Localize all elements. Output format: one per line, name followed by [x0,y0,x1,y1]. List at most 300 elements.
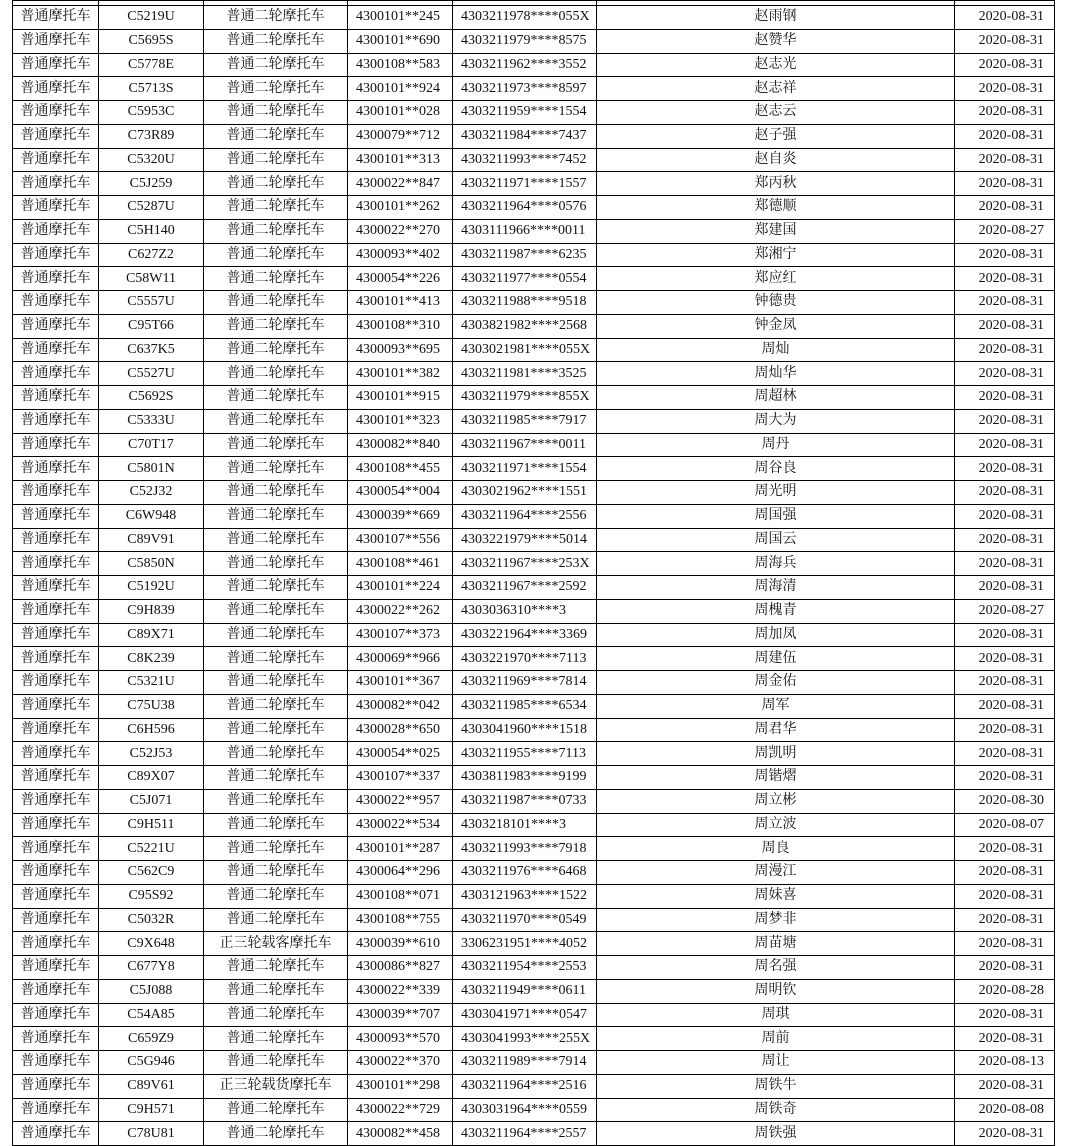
code-cell: C5801N [99,457,204,481]
vehicle-type-cell: 普通摩托车 [13,552,99,576]
table-row [13,766,1055,790]
cert-number-cell: 4300108**755 [348,908,453,932]
vehicle-type-cell: 普通摩托车 [13,196,99,220]
id-number-cell: 4303211993****7452 [453,148,597,172]
table-row [13,314,1055,338]
date-cell: 2020-08-31 [955,124,1055,148]
id-number-cell: 4303021981****055X [453,338,597,362]
vehicle-class-cell: 普通二轮摩托车 [204,172,348,196]
code-cell: C5221U [99,837,204,861]
vehicle-class-cell: 普通二轮摩托车 [204,552,348,576]
date-cell: 2020-08-08 [955,1098,1055,1122]
code-cell: C5850N [99,552,204,576]
id-number-cell: 4303211954****2553 [453,956,597,980]
vehicle-type-cell: 普通摩托车 [13,623,99,647]
code-cell: C9X648 [99,932,204,956]
cert-number-cell: 4300108**455 [348,457,453,481]
date-cell: 2020-08-31 [955,291,1055,315]
id-number-cell: 4303211967****2592 [453,576,597,600]
date-cell: 2020-08-31 [955,932,1055,956]
vehicle-class-cell: 普通二轮摩托车 [204,599,348,623]
name-cell: 周加凤 [597,623,955,647]
id-number-cell: 4303211971****1554 [453,457,597,481]
name-cell: 周漫江 [597,861,955,885]
date-cell: 2020-08-31 [955,766,1055,790]
cert-number-cell: 4300093**570 [348,1027,453,1051]
table-row [13,6,1055,30]
vehicle-type-cell: 普通摩托车 [13,979,99,1003]
code-cell: C58W11 [99,267,204,291]
date-cell: 2020-08-30 [955,789,1055,813]
code-cell: C78U81 [99,1122,204,1146]
code-cell: C95S92 [99,884,204,908]
cert-number-cell: 4300054**226 [348,267,453,291]
vehicle-type-cell: 普通摩托车 [13,219,99,243]
table-row [13,1003,1055,1027]
vehicle-class-cell: 普通二轮摩托车 [204,576,348,600]
code-cell: C5527U [99,362,204,386]
name-cell: 周灿华 [597,362,955,386]
name-cell: 周海兵 [597,552,955,576]
code-cell: C5J259 [99,172,204,196]
cert-number-cell: 4300107**556 [348,528,453,552]
date-cell: 2020-08-28 [955,979,1055,1003]
id-number-cell: 4303211989****7914 [453,1051,597,1075]
date-cell: 2020-08-31 [955,386,1055,410]
code-cell: C89V61 [99,1074,204,1098]
id-number-cell: 4303121963****1522 [453,884,597,908]
date-cell: 2020-08-31 [955,409,1055,433]
vehicle-type-cell: 普通摩托车 [13,884,99,908]
cert-number-cell: 4300039**707 [348,1003,453,1027]
code-cell: C5192U [99,576,204,600]
date-cell: 2020-08-31 [955,29,1055,53]
code-cell: C89V91 [99,528,204,552]
name-cell: 周让 [597,1051,955,1075]
vehicle-class-cell: 普通二轮摩托车 [204,623,348,647]
id-number-cell: 4303021962****1551 [453,481,597,505]
id-number-cell: 4303211981****3525 [453,362,597,386]
vehicle-class-cell: 普通二轮摩托车 [204,457,348,481]
code-cell: C5J071 [99,789,204,813]
vehicle-class-cell: 普通二轮摩托车 [204,481,348,505]
table-row [13,267,1055,291]
vehicle-type-cell: 普通摩托车 [13,576,99,600]
vehicle-type-cell: 普通摩托车 [13,1051,99,1075]
name-cell: 周梦非 [597,908,955,932]
code-cell: C89X07 [99,766,204,790]
code-cell: C677Y8 [99,956,204,980]
id-number-cell: 4303211978****055X [453,6,597,30]
cert-number-cell: 4300093**402 [348,243,453,267]
cert-number-cell: 4300108**583 [348,53,453,77]
name-cell: 周槐青 [597,599,955,623]
id-number-cell: 4303211967****0011 [453,433,597,457]
vehicle-type-cell: 普通摩托车 [13,172,99,196]
table-row [13,481,1055,505]
vehicle-type-cell: 普通摩托车 [13,1027,99,1051]
table-row [13,813,1055,837]
records-table [12,0,1055,1146]
code-cell: C52J32 [99,481,204,505]
code-cell: C5J088 [99,979,204,1003]
id-number-cell: 4303211985****6534 [453,694,597,718]
cert-number-cell: 4300054**004 [348,481,453,505]
cert-number-cell: 4300101**313 [348,148,453,172]
id-number-cell: 4303211959****1554 [453,101,597,125]
name-cell: 赵雨钢 [597,6,955,30]
date-cell: 2020-08-31 [955,196,1055,220]
vehicle-type-cell: 普通摩托车 [13,599,99,623]
date-cell: 2020-08-31 [955,623,1055,647]
table-row [13,386,1055,410]
table-row [13,1074,1055,1098]
vehicle-class-cell: 普通二轮摩托车 [204,29,348,53]
cert-number-cell: 4300082**840 [348,433,453,457]
table-row [13,29,1055,53]
vehicle-type-cell: 普通摩托车 [13,29,99,53]
vehicle-class-cell: 普通二轮摩托车 [204,53,348,77]
name-cell: 赵志光 [597,53,955,77]
id-number-cell: 4303211949****0611 [453,979,597,1003]
name-cell: 周建伍 [597,647,955,671]
name-cell: 周苗塘 [597,932,955,956]
id-number-cell: 4303221979****5014 [453,528,597,552]
date-cell: 2020-08-31 [955,647,1055,671]
date-cell: 2020-08-31 [955,742,1055,766]
code-cell: C8K239 [99,647,204,671]
vehicle-type-cell: 普通摩托车 [13,766,99,790]
cert-number-cell: 4300101**262 [348,196,453,220]
cert-number-cell: 4300101**413 [348,291,453,315]
code-cell: C5321U [99,671,204,695]
table-row [13,671,1055,695]
vehicle-class-cell: 普通二轮摩托车 [204,219,348,243]
date-cell: 2020-08-31 [955,77,1055,101]
id-number-cell: 4303211987****0733 [453,789,597,813]
vehicle-class-cell: 普通二轮摩托车 [204,433,348,457]
cert-number-cell: 4300039**669 [348,504,453,528]
vehicle-class-cell: 普通二轮摩托车 [204,694,348,718]
code-cell: C9H511 [99,813,204,837]
table-row [13,647,1055,671]
id-number-cell: 3306231951****4052 [453,932,597,956]
table-row [13,362,1055,386]
cert-number-cell: 4300079**712 [348,124,453,148]
date-cell: 2020-08-31 [955,528,1055,552]
vehicle-class-cell: 普通二轮摩托车 [204,861,348,885]
id-number-cell: 4303211993****7918 [453,837,597,861]
table-row [13,219,1055,243]
name-cell: 赵志祥 [597,77,955,101]
date-cell: 2020-08-31 [955,1122,1055,1146]
table-row [13,124,1055,148]
id-number-cell: 4303211967****253X [453,552,597,576]
cert-number-cell: 4300101**367 [348,671,453,695]
id-number-cell: 4303211987****6235 [453,243,597,267]
name-cell: 郑丙秋 [597,172,955,196]
vehicle-type-cell: 普通摩托车 [13,433,99,457]
table-row [13,291,1055,315]
vehicle-class-cell: 普通二轮摩托车 [204,1122,348,1146]
name-cell: 钟德贵 [597,291,955,315]
cert-number-cell: 4300108**461 [348,552,453,576]
table-row [13,433,1055,457]
table-row [13,338,1055,362]
name-cell: 赵子强 [597,124,955,148]
cert-number-cell: 4300108**310 [348,314,453,338]
cert-number-cell: 4300101**690 [348,29,453,53]
cert-number-cell: 4300107**337 [348,766,453,790]
name-cell: 钟金凤 [597,314,955,338]
table-row [13,196,1055,220]
cert-number-cell: 4300108**071 [348,884,453,908]
table-row [13,77,1055,101]
vehicle-type-cell: 普通摩托车 [13,694,99,718]
date-cell: 2020-08-31 [955,6,1055,30]
table-row [13,1051,1055,1075]
table-row [13,243,1055,267]
name-cell: 周铁牛 [597,1074,955,1098]
vehicle-type-cell: 普通摩托车 [13,338,99,362]
cert-number-cell: 4300082**042 [348,694,453,718]
cert-number-cell: 4300101**028 [348,101,453,125]
name-cell: 周铁强 [597,1122,955,1146]
vehicle-class-cell: 普通二轮摩托车 [204,1003,348,1027]
table-row [13,1098,1055,1122]
id-number-cell: 4303211971****1557 [453,172,597,196]
id-number-cell: 4303211979****855X [453,386,597,410]
id-number-cell: 4303041960****1518 [453,718,597,742]
table-row [13,599,1055,623]
vehicle-type-cell: 普通摩托车 [13,671,99,695]
table-row [13,861,1055,885]
code-cell: C5692S [99,386,204,410]
name-cell: 周君华 [597,718,955,742]
name-cell: 赵赞华 [597,29,955,53]
date-cell: 2020-08-31 [955,172,1055,196]
name-cell: 周金佑 [597,671,955,695]
name-cell: 郑湘宁 [597,243,955,267]
name-cell: 周铁奇 [597,1098,955,1122]
cert-number-cell: 4300039**610 [348,932,453,956]
date-cell: 2020-08-27 [955,599,1055,623]
cert-number-cell: 4300101**224 [348,576,453,600]
name-cell: 郑德顺 [597,196,955,220]
name-cell: 周良 [597,837,955,861]
id-number-cell: 4303211969****7814 [453,671,597,695]
date-cell: 2020-08-31 [955,908,1055,932]
date-cell: 2020-08-31 [955,457,1055,481]
id-number-cell: 4303031964****0559 [453,1098,597,1122]
vehicle-class-cell: 普通二轮摩托车 [204,813,348,837]
id-number-cell: 4303211984****7437 [453,124,597,148]
vehicle-type-cell: 普通摩托车 [13,481,99,505]
vehicle-class-cell: 普通二轮摩托车 [204,243,348,267]
name-cell: 周锴熠 [597,766,955,790]
code-cell: C5557U [99,291,204,315]
id-number-cell: 4303111966****0011 [453,219,597,243]
cert-number-cell: 4300022**957 [348,789,453,813]
date-cell: 2020-08-31 [955,433,1055,457]
code-cell: C5H140 [99,219,204,243]
date-cell: 2020-08-31 [955,481,1055,505]
vehicle-class-cell: 普通二轮摩托车 [204,766,348,790]
id-number-cell: 4303211970****0549 [453,908,597,932]
table-row [13,932,1055,956]
cert-number-cell: 4300082**458 [348,1122,453,1146]
code-cell: C5778E [99,53,204,77]
vehicle-class-cell: 普通二轮摩托车 [204,979,348,1003]
id-number-cell: 4303211988****9518 [453,291,597,315]
table-row [13,623,1055,647]
name-cell: 周立彬 [597,789,955,813]
date-cell: 2020-08-31 [955,53,1055,77]
code-cell: C5953C [99,101,204,125]
vehicle-class-cell: 普通二轮摩托车 [204,362,348,386]
code-cell: C637K5 [99,338,204,362]
code-cell: C54A85 [99,1003,204,1027]
date-cell: 2020-08-31 [955,552,1055,576]
id-number-cell: 4303041993****255X [453,1027,597,1051]
name-cell: 赵志云 [597,101,955,125]
code-cell: C5287U [99,196,204,220]
id-number-cell: 4303211962****3552 [453,53,597,77]
date-cell: 2020-08-31 [955,148,1055,172]
vehicle-class-cell: 普通二轮摩托车 [204,1051,348,1075]
vehicle-class-cell: 普通二轮摩托车 [204,101,348,125]
cert-number-cell: 4300107**373 [348,623,453,647]
vehicle-type-cell: 普通摩托车 [13,386,99,410]
id-number-cell: 4303211985****7917 [453,409,597,433]
cert-number-cell: 4300054**025 [348,742,453,766]
vehicle-class-cell: 普通二轮摩托车 [204,124,348,148]
name-cell: 周妹喜 [597,884,955,908]
table-row [13,789,1055,813]
id-number-cell: 4303041971****0547 [453,1003,597,1027]
vehicle-type-cell: 普通摩托车 [13,124,99,148]
id-number-cell: 4303218101****3 [453,813,597,837]
vehicle-class-cell: 普通二轮摩托车 [204,718,348,742]
vehicle-type-cell: 普通摩托车 [13,908,99,932]
id-number-cell: 4303211976****6468 [453,861,597,885]
vehicle-type-cell: 普通摩托车 [13,1003,99,1027]
table-row [13,53,1055,77]
name-cell: 郑应红 [597,267,955,291]
date-cell: 2020-08-31 [955,671,1055,695]
vehicle-class-cell: 普通二轮摩托车 [204,956,348,980]
code-cell: C9H571 [99,1098,204,1122]
vehicle-type-cell: 普通摩托车 [13,291,99,315]
date-cell: 2020-08-31 [955,314,1055,338]
code-cell: C5713S [99,77,204,101]
date-cell: 2020-08-31 [955,1003,1055,1027]
name-cell: 周名强 [597,956,955,980]
vehicle-type-cell: 普通摩托车 [13,1122,99,1146]
vehicle-class-cell: 普通二轮摩托车 [204,77,348,101]
vehicle-class-cell: 普通二轮摩托车 [204,908,348,932]
date-cell: 2020-08-31 [955,694,1055,718]
date-cell: 2020-08-31 [955,956,1055,980]
vehicle-type-cell: 普通摩托车 [13,457,99,481]
code-cell: C73R89 [99,124,204,148]
cert-number-cell: 4300022**534 [348,813,453,837]
name-cell: 周国强 [597,504,955,528]
table-row [13,694,1055,718]
vehicle-class-cell: 普通二轮摩托车 [204,267,348,291]
code-cell: C9H839 [99,599,204,623]
records-table-body [13,1,1055,1146]
cert-number-cell: 4300086**827 [348,956,453,980]
code-cell: C5G946 [99,1051,204,1075]
vehicle-class-cell: 正三轮载客摩托车 [204,932,348,956]
vehicle-type-cell: 普通摩托车 [13,647,99,671]
date-cell: 2020-08-31 [955,576,1055,600]
vehicle-class-cell: 普通二轮摩托车 [204,671,348,695]
vehicle-type-cell: 普通摩托车 [13,956,99,980]
cert-number-cell: 4300093**695 [348,338,453,362]
table-row [13,1027,1055,1051]
id-number-cell: 4303811983****9199 [453,766,597,790]
id-number-cell: 4303211964****2557 [453,1122,597,1146]
cert-number-cell: 4300064**296 [348,861,453,885]
date-cell: 2020-08-31 [955,1027,1055,1051]
date-cell: 2020-08-31 [955,338,1055,362]
name-cell: 周前 [597,1027,955,1051]
vehicle-type-cell: 普通摩托车 [13,1074,99,1098]
code-cell: C5320U [99,148,204,172]
code-cell: C95T66 [99,314,204,338]
vehicle-type-cell: 普通摩托车 [13,837,99,861]
table-row [13,457,1055,481]
vehicle-class-cell: 普通二轮摩托车 [204,528,348,552]
cert-number-cell: 4300101**382 [348,362,453,386]
cert-number-cell: 4300101**323 [348,409,453,433]
id-number-cell: 4303211955****7113 [453,742,597,766]
vehicle-class-cell: 普通二轮摩托车 [204,291,348,315]
table-row [13,101,1055,125]
name-cell: 周海清 [597,576,955,600]
code-cell: C5695S [99,29,204,53]
table-row [13,148,1055,172]
vehicle-class-cell: 普通二轮摩托车 [204,789,348,813]
name-cell: 周明钦 [597,979,955,1003]
vehicle-class-cell: 普通二轮摩托车 [204,386,348,410]
vehicle-type-cell: 普通摩托车 [13,101,99,125]
cert-number-cell: 4300101**245 [348,6,453,30]
id-number-cell: 4303211973****8597 [453,77,597,101]
vehicle-class-cell: 普通二轮摩托车 [204,409,348,433]
table-row [13,884,1055,908]
vehicle-type-cell: 普通摩托车 [13,504,99,528]
date-cell: 2020-08-31 [955,861,1055,885]
cert-number-cell: 4300022**729 [348,1098,453,1122]
table-row [13,552,1055,576]
name-cell: 周谷良 [597,457,955,481]
code-cell: C562C9 [99,861,204,885]
date-cell: 2020-08-31 [955,504,1055,528]
id-number-cell: 4303221970****7113 [453,647,597,671]
vehicle-type-cell: 普通摩托车 [13,6,99,30]
id-number-cell: 4303211979****8575 [453,29,597,53]
vehicle-type-cell: 普通摩托车 [13,932,99,956]
date-cell: 2020-08-31 [955,267,1055,291]
vehicle-type-cell: 普通摩托车 [13,789,99,813]
table-row [13,528,1055,552]
name-cell: 周大为 [597,409,955,433]
name-cell: 周灿 [597,338,955,362]
code-cell: C75U38 [99,694,204,718]
